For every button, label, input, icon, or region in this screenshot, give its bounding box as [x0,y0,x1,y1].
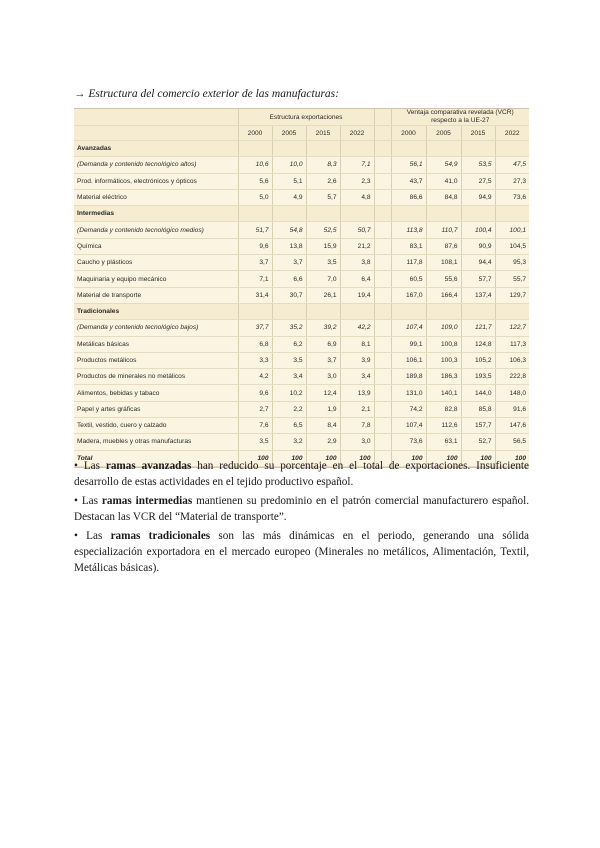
export-share-cell: 2,1 [340,401,374,417]
header-separator [374,126,391,141]
vcr-cell: 129,7 [495,287,529,303]
row-label: (Demanda y contenido tecnológico altos) [74,157,238,173]
export-share-cell: 3,0 [340,434,374,450]
table-row [74,271,529,287]
header-year-vcr: 2005 [426,126,461,141]
export-share-cell: 10,6 [238,157,272,173]
column-separator [374,352,391,368]
vcr-cell: 74,2 [391,401,426,417]
export-share-cell: 6,9 [306,336,340,352]
export-share-cell: 37,7 [238,320,272,336]
bullet-intermediate-rest: mantienen su predominio en el patrón comercial manufacturero español. Destacan las VCR del “Material de transporte”. [74,495,529,523]
column-separator [374,271,391,287]
vcr-cell: 131,0 [391,385,426,401]
bullet-traditional-prefix: • Las [74,530,111,542]
vcr-cell: 147,6 [495,418,529,434]
vcr-cell: 148,0 [495,385,529,401]
vcr-cell: 54,9 [426,157,461,173]
export-share-cell: 21,2 [340,238,374,254]
vcr-cell [495,141,529,157]
vcr-cell: 166,4 [426,287,461,303]
export-share-cell: 3,2 [272,434,306,450]
column-separator [374,418,391,434]
export-share-cell: 10,0 [272,157,306,173]
vcr-cell: 186,3 [426,369,461,385]
vcr-cell: 53,5 [461,157,495,173]
vcr-cell: 99,1 [391,336,426,352]
vcr-cell: 47,5 [495,157,529,173]
export-share-cell: 9,6 [238,385,272,401]
vcr-cell: 121,7 [461,320,495,336]
export-share-cell: 39,2 [306,320,340,336]
header-year-vcr: 2022 [495,126,529,141]
column-separator [374,369,391,385]
vcr-cell [426,141,461,157]
bullet-intermediate [74,493,529,525]
export-share-cell: 5,6 [238,173,272,189]
column-separator [374,320,391,336]
export-share-cell: 6,8 [238,336,272,352]
export-share-cell: 5,1 [272,173,306,189]
row-label: Productos de minerales no metálicos [74,369,238,385]
vcr-cell: 100 [391,450,426,466]
export-share-cell: 100 [340,450,374,466]
vcr-cell: 60,5 [391,271,426,287]
export-share-cell: 8,4 [306,418,340,434]
column-separator [374,434,391,450]
export-share-cell: 51,7 [238,222,272,238]
vcr-cell: 90,9 [461,238,495,254]
column-separator [374,157,391,173]
bullet-advanced [74,458,529,490]
export-share-cell: 2,7 [238,401,272,417]
bullet-traditional-rest: son las más dinámicas en el periodo, generando una sólida especialización exportadora en el mercado europeo (Minerales no metálicos, Alimentación, Textil, Metálicas básicas). [74,530,529,574]
export-share-cell: 3,7 [306,352,340,368]
vcr-cell: 100 [426,450,461,466]
vcr-cell [426,303,461,319]
header-year-vcr: 2000 [391,126,426,141]
vcr-cell: 107,4 [391,418,426,434]
vcr-cell: 100 [495,450,529,466]
vcr-cell: 100,3 [426,352,461,368]
export-share-cell: 35,2 [272,320,306,336]
export-share-cell: 4,9 [272,189,306,205]
table-row [74,189,529,205]
vcr-cell: 110,7 [426,222,461,238]
vcr-cell: 94,9 [461,189,495,205]
vcr-cell: 73,6 [495,189,529,205]
header-blank [74,109,238,126]
header-exports-group: Estructura exportaciones [238,109,374,126]
table-row [74,222,529,238]
export-share-cell: 54,8 [272,222,306,238]
table-row [74,287,529,303]
export-share-cell [272,141,306,157]
vcr-cell: 27,5 [461,173,495,189]
row-label: Metálicas básicas [74,336,238,352]
export-share-cell: 2,6 [306,173,340,189]
column-separator [374,287,391,303]
export-share-cell: 6,5 [272,418,306,434]
vcr-cell [461,206,495,222]
row-label: Química [74,238,238,254]
column-separator [374,336,391,352]
export-share-cell: 3,5 [272,352,306,368]
section-heading: → Estructura del comercio exterior de las manufacturas: [74,88,339,100]
export-share-cell: 31,4 [238,287,272,303]
export-share-cell: 13,8 [272,238,306,254]
export-share-cell: 5,0 [238,189,272,205]
row-label: Prod. informáticos, electrónicos y ópticos [74,173,238,189]
export-share-cell: 26,1 [306,287,340,303]
export-share-cell: 3,0 [306,369,340,385]
row-label: Avanzadas [74,141,238,157]
vcr-cell: 104,5 [495,238,529,254]
export-share-cell [238,303,272,319]
export-share-cell: 3,3 [238,352,272,368]
vcr-cell: 137,4 [461,287,495,303]
export-share-cell: 3,8 [340,255,374,271]
table-row [74,369,529,385]
table-header-years [74,126,529,141]
export-share-cell [306,206,340,222]
vcr-cell: 100,4 [461,222,495,238]
manufacturing-trade-table [74,108,529,468]
vcr-cell: 117,8 [391,255,426,271]
export-share-cell: 12,4 [306,385,340,401]
export-share-cell [340,206,374,222]
export-share-cell: 100 [238,450,272,466]
export-share-cell: 7,0 [306,271,340,287]
export-share-cell: 3,4 [340,369,374,385]
vcr-cell: 57,7 [461,271,495,287]
export-share-cell: 3,4 [272,369,306,385]
table-row [74,385,529,401]
table-row [74,434,529,450]
export-share-cell: 6,4 [340,271,374,287]
export-share-cell [238,206,272,222]
export-share-cell [306,141,340,157]
header-vcr-group: Ventaja comparativa revelada (VCR) respecto a la UE-27 [391,109,529,126]
row-label: Caucho y plásticos [74,255,238,271]
export-share-cell: 2,3 [340,173,374,189]
vcr-cell: 167,0 [391,287,426,303]
export-share-cell: 3,7 [238,255,272,271]
export-share-cell: 8,3 [306,157,340,173]
export-share-cell: 2,9 [306,434,340,450]
row-label: Madera, muebles y otras manufacturas [74,434,238,450]
vcr-cell: 85,8 [461,401,495,417]
vcr-cell: 105,2 [461,352,495,368]
export-share-cell: 3,5 [306,255,340,271]
export-share-cell: 3,5 [238,434,272,450]
export-share-cell [340,141,374,157]
export-share-cell: 6,2 [272,336,306,352]
table-row [74,320,529,336]
export-share-cell [340,303,374,319]
vcr-cell: 106,3 [495,352,529,368]
column-separator [374,238,391,254]
table-row [74,352,529,368]
row-label: Alimentos, bebidas y tabaco [74,385,238,401]
column-separator [374,222,391,238]
vcr-cell: 157,7 [461,418,495,434]
table-row [74,238,529,254]
vcr-cell: 94,4 [461,255,495,271]
vcr-cell: 100,8 [426,336,461,352]
column-separator [374,173,391,189]
vcr-cell [391,206,426,222]
vcr-cell: 100,1 [495,222,529,238]
row-label: Material eléctrico [74,189,238,205]
vcr-cell [461,303,495,319]
column-separator [374,401,391,417]
bullet-intermediate-prefix: • Las [74,495,102,507]
export-share-cell: 30,7 [272,287,306,303]
header-year-exports: 2022 [340,126,374,141]
export-share-cell: 100 [306,450,340,466]
header-blank [74,126,238,141]
header-year-exports: 2005 [272,126,306,141]
table-group-row [74,303,529,319]
vcr-cell: 100 [461,450,495,466]
export-share-cell: 2,2 [272,401,306,417]
vcr-cell: 27,3 [495,173,529,189]
vcr-cell [426,206,461,222]
table-group-row [74,141,529,157]
export-share-cell: 100 [272,450,306,466]
bullet-intermediate-bold: ramas intermedias [101,495,193,507]
vcr-cell [391,141,426,157]
vcr-cell: 83,1 [391,238,426,254]
export-share-cell [238,141,272,157]
vcr-cell: 144,0 [461,385,495,401]
export-share-cell [272,303,306,319]
table-row [74,157,529,173]
bullet-advanced-prefix: • Las [74,460,106,472]
export-share-cell: 7,8 [340,418,374,434]
vcr-cell: 108,1 [426,255,461,271]
vcr-cell: 113,8 [391,222,426,238]
vcr-cell: 55,7 [495,271,529,287]
table-row [74,173,529,189]
bullet-traditional-bold: ramas tradicionales [110,530,211,542]
vcr-cell: 82,8 [426,401,461,417]
trade-structure-table [74,109,529,467]
vcr-cell: 189,8 [391,369,426,385]
export-share-cell: 52,5 [306,222,340,238]
row-label: Maquinaria y equipo mecánico [74,271,238,287]
export-share-cell: 9,6 [238,238,272,254]
row-label: Intermedias [74,206,238,222]
table-row [74,401,529,417]
vcr-cell: 87,6 [426,238,461,254]
export-share-cell: 6,6 [272,271,306,287]
header-year-vcr: 2015 [461,126,495,141]
vcr-cell: 43,7 [391,173,426,189]
row-label: Textil, vestido, cuero y calzado [74,418,238,434]
row-label: Total [74,450,238,466]
vcr-cell: 124,8 [461,336,495,352]
vcr-cell [495,303,529,319]
vcr-cell: 109,0 [426,320,461,336]
column-separator [374,385,391,401]
vcr-cell: 106,1 [391,352,426,368]
export-share-cell: 50,7 [340,222,374,238]
export-share-cell: 7,1 [238,271,272,287]
export-share-cell: 8,1 [340,336,374,352]
header-year-exports: 2000 [238,126,272,141]
vcr-cell: 107,4 [391,320,426,336]
export-share-cell: 4,8 [340,189,374,205]
vcr-cell: 56,1 [391,157,426,173]
column-separator [374,141,391,157]
column-separator [374,255,391,271]
export-share-cell: 19,4 [340,287,374,303]
vcr-cell: 56,5 [495,434,529,450]
column-separator [374,189,391,205]
export-share-cell: 3,7 [272,255,306,271]
table-row [74,255,529,271]
export-share-cell: 1,9 [306,401,340,417]
vcr-cell [495,206,529,222]
vcr-cell: 91,6 [495,401,529,417]
vcr-cell: 112,6 [426,418,461,434]
table-group-row [74,206,529,222]
export-share-cell: 4,2 [238,369,272,385]
table-header-groups [74,109,529,126]
vcr-cell: 86,6 [391,189,426,205]
vcr-cell [461,141,495,157]
export-share-cell: 7,6 [238,418,272,434]
vcr-cell: 55,6 [426,271,461,287]
vcr-cell: 95,3 [495,255,529,271]
vcr-cell: 122,7 [495,320,529,336]
vcr-cell [391,303,426,319]
vcr-cell: 41,0 [426,173,461,189]
export-share-cell: 7,1 [340,157,374,173]
row-label: Tradicionales [74,303,238,319]
table-row [74,418,529,434]
export-share-cell: 42,2 [340,320,374,336]
row-label: (Demanda y contenido tecnológico medios) [74,222,238,238]
bullet-advanced-bold: ramas avanzadas [105,460,192,472]
vcr-cell: 84,8 [426,189,461,205]
vcr-cell: 140,1 [426,385,461,401]
vcr-cell: 73,6 [391,434,426,450]
export-share-cell: 5,7 [306,189,340,205]
bullet-advanced-rest: han reducido su porcentaje en el total de exportaciones. Insuficiente desarrollo de estas actividades en el tejido productivo español. [74,460,529,488]
table-row [74,336,529,352]
export-share-cell [306,303,340,319]
vcr-cell: 193,5 [461,369,495,385]
vcr-cell: 63,1 [426,434,461,450]
row-label: Papel y artes gráficas [74,401,238,417]
export-share-cell [272,206,306,222]
export-share-cell: 15,9 [306,238,340,254]
export-share-cell: 3,9 [340,352,374,368]
row-label: Material de transporte [74,287,238,303]
row-label: Productos metálicos [74,352,238,368]
bullet-traditional [74,528,529,576]
column-separator [374,206,391,222]
row-label: (Demanda y contenido tecnológico bajos) [74,320,238,336]
header-separator [374,109,391,126]
vcr-cell: 117,3 [495,336,529,352]
export-share-cell: 10,2 [272,385,306,401]
column-separator [374,303,391,319]
export-share-cell: 13,9 [340,385,374,401]
vcr-cell: 222,8 [495,369,529,385]
vcr-cell: 52,7 [461,434,495,450]
header-year-exports: 2015 [306,126,340,141]
